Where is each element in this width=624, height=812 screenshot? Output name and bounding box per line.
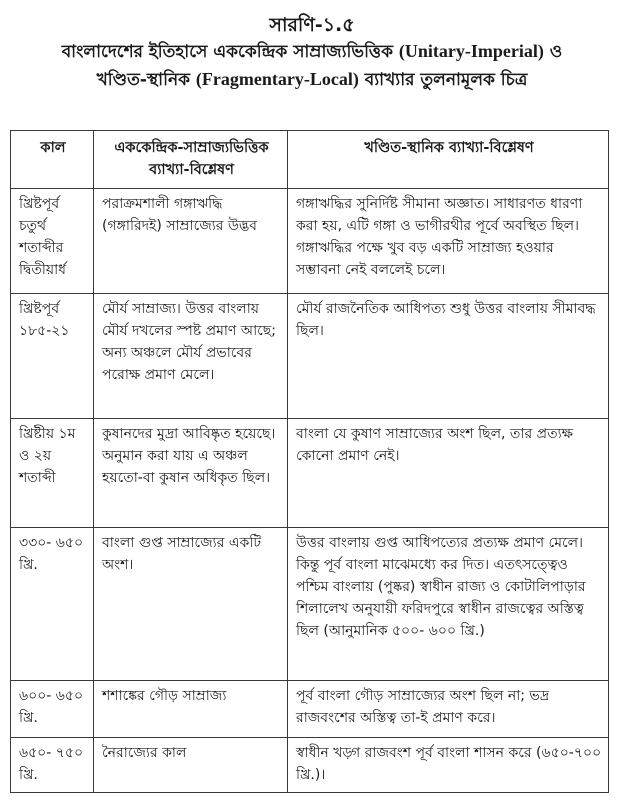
cell-period: খ্রিষ্টপূর্ব ১৮৫-২১ [11, 294, 94, 419]
cell-fragmentary: উত্তর বাংলায় গুপ্ত আধিপত্যের প্রত্যক্ষ প্রমাণ মেলে। কিন্তু পূর্ব বাংলা মাঝেমধ্যে কর দিত। এতৎসত্ত্বেও পশ্চিম বাংলায় (পুষ্কর) স্বাধীন রাজ্য ও কোটালিপাড়ার শিলালেখ অনুযায়ী ফরিদপুরে স্বাধীন রাজত্বের অস্তিত্ব ছিল (আনুমানিক ৫০০- ৬০০ খ্রি.) [288, 528, 609, 681]
table-header-row [11, 131, 609, 189]
title-line-1-suffix: ও [543, 42, 563, 62]
table-row [11, 294, 609, 419]
table-row [11, 189, 609, 294]
table-row [11, 738, 609, 793]
cell-fragmentary: বাংলা যে কুষাণ সাম্রাজ্যের অংশ ছিল, তার প্রত্যক্ষ কোনো প্রমাণ নেই। [288, 419, 609, 528]
cell-unitary: মৌর্য সাম্রাজ্য। উত্তর বাংলায় মৌর্য দখলের স্পষ্ট প্রমাণ আছে; অন্য অঞ্চলে মৌর্য প্রভাবের পরোক্ষ প্রমাণ মেলে। [94, 294, 288, 419]
cell-unitary: কুষানদের মুদ্রা আবিষ্কৃত হয়েছে। অনুমান করা যায় এ অঞ্চল হয়তো-বা কুষান অধিকৃত ছিল। [94, 419, 288, 528]
cell-period: খ্রিষ্টীয় ১ম ও ২য় শতাব্দী [11, 419, 94, 528]
cell-fragmentary: স্বাধীন খড়্গ রাজবংশ পূর্ব বাংলা শাসন করে (৬৫০-৭০০ খ্রি.)। [288, 738, 609, 793]
title-line-2-prefix: খণ্ডিত-স্থানিক [96, 70, 196, 90]
cell-fragmentary: মৌর্য রাজনৈতিক আধিপত্য শুধু উত্তর বাংলায় সীমাবদ্ধ ছিল। [288, 294, 609, 419]
cell-period: খ্রিষ্টপূর্ব চতুর্থ শতাব্দীর দ্বিতীয়ার্ধ [11, 189, 94, 294]
table-row [11, 528, 609, 681]
cell-fragmentary: পূর্ব বাংলা গৌড় সাম্রাজ্যের অংশ ছিল না; ভদ্র রাজবংশের অস্তিত্ব তা-ই প্রমাণ করে। [288, 681, 609, 738]
table-row [11, 681, 609, 738]
cell-fragmentary: গঙ্গাঋদ্ধির সুনির্দিষ্ট সীমানা অজ্ঞাত। সাধারণত ধারণা করা হয়, এটি গঙ্গা ও ভাগীরথীর পূর্বে অবস্থিত ছিল। গঙ্গাঋদ্ধির পক্ষে খুব বড় একটি সাম্রাজ্য হওয়ার সম্ভাবনা নেই বললেই চলে। [288, 189, 609, 294]
cell-period: ৬০০- ৬৫০ খ্রি. [11, 681, 94, 738]
table-row [11, 419, 609, 528]
title-line-1-latin: (Unitary-Imperial) [398, 41, 544, 61]
table-title-line-2 [0, 66, 624, 94]
comparison-table [10, 130, 609, 793]
cell-period: ৩৩০- ৬৫০ খ্রি. [11, 528, 94, 681]
header-fragmentary-local: খণ্ডিত-স্থানিক ব্যাখ্যা-বিশ্লেষণ [288, 131, 609, 189]
table-caption [0, 12, 624, 94]
title-line-1-prefix: বাংলাদেশের ইতিহাসে এককেন্দ্রিক সাম্রাজ্যভিত্তিক [61, 42, 399, 62]
header-period: কাল [11, 131, 94, 189]
cell-period: ৬৫০- ৭৫০ খ্রি. [11, 738, 94, 793]
header-unitary-imperial: এককেন্দ্রিক-সাম্রাজ্যভিত্তিক ব্যাখ্যা-বিশ্লেষণ [94, 131, 288, 189]
cell-unitary: নৈরাজ্যের কাল [94, 738, 288, 793]
cell-unitary: বাংলা গুপ্ত সাম্রাজ্যের একটি অংশ। [94, 528, 288, 681]
title-line-2-suffix: ব্যাখ্যার তুলনামূলক চিত্র [358, 70, 528, 90]
table-title-line-1 [0, 38, 624, 66]
table-number: সারণি-১.৫ [269, 14, 355, 36]
cell-unitary: শশাঙ্কের গৌড় সাম্রাজ্য [94, 681, 288, 738]
cell-unitary: পরাক্রমশালী গঙ্গাঋদ্ধি (গঙ্গারিদই) সাম্রাজ্যের উদ্ভব [94, 189, 288, 294]
title-line-2-latin: (Fragmentary-Local) [195, 69, 359, 89]
